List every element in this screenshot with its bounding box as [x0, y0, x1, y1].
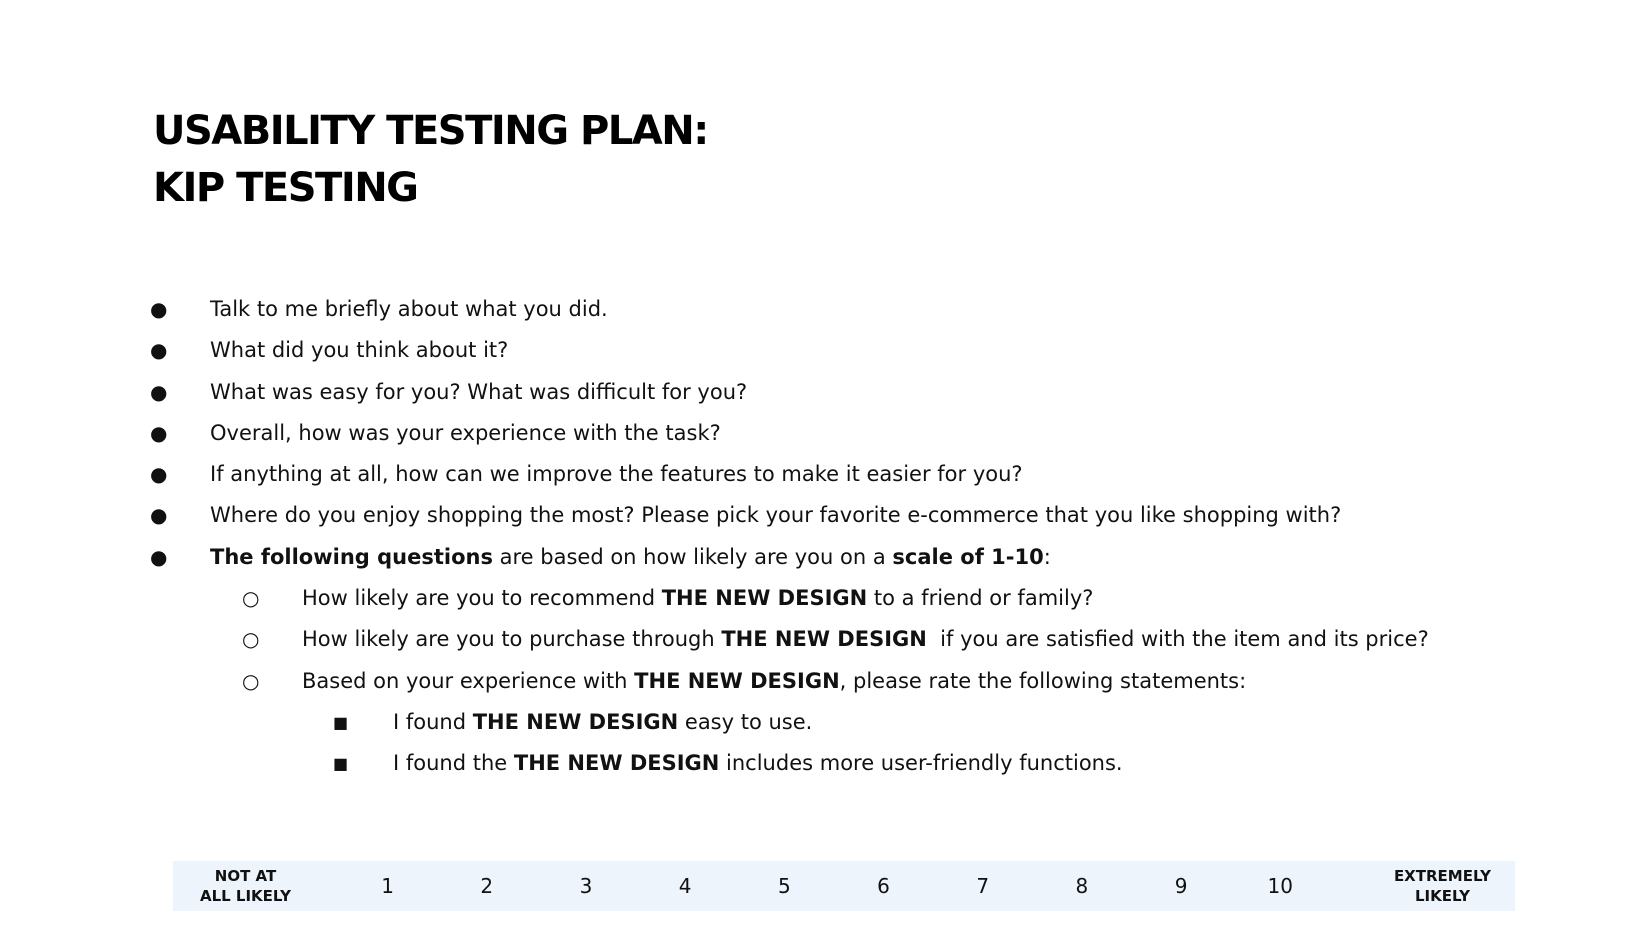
bullet-disc-icon: ● — [150, 462, 168, 487]
list-item-text: I found the THE NEW DESIGN includes more user-friendly functions. — [393, 751, 1123, 776]
list-item-text: Based on your experience with THE NEW DESIGN, please rate the following statements: — [302, 668, 1247, 693]
bullet-disc-icon: ● — [150, 420, 168, 445]
list-item — [0, 537, 1650, 578]
list-item — [0, 289, 1650, 330]
list-item-text: Overall, how was your experience with the task? — [210, 420, 721, 445]
scale-values — [318, 874, 1370, 898]
title-line-2: KIP TESTING — [153, 165, 418, 211]
scale-value: 8 — [1075, 874, 1089, 898]
list-item — [0, 330, 1650, 371]
list-item-text: The following questions are based on how likely are you on a scale of 1-10: — [210, 544, 1051, 569]
list-item-text: How likely are you to recommend THE NEW DESIGN to a friend or family? — [302, 586, 1094, 611]
title-line-1: USABILITY TESTING PLAN: — [153, 108, 708, 154]
list-item — [0, 619, 1650, 660]
scale-low-label: NOT AT ALL LIKELY — [199, 867, 292, 905]
list-item — [0, 495, 1650, 536]
scale-value: 7 — [976, 874, 990, 898]
scale-value: 5 — [777, 874, 791, 898]
scale-value: 3 — [579, 874, 593, 898]
bullet-square-icon: ■ — [333, 712, 349, 732]
bullet-disc-icon: ● — [150, 338, 168, 363]
bullet-circle-icon: ○ — [242, 668, 260, 693]
list-item — [0, 578, 1650, 619]
scale-value: 4 — [678, 874, 692, 898]
rating-scale — [173, 861, 1515, 911]
list-item-text: What was easy for you? What was difficult for you? — [210, 379, 748, 404]
bullet-circle-icon: ○ — [242, 586, 260, 611]
list-item-text: I found THE NEW DESIGN easy to use. — [393, 709, 813, 734]
list-item — [0, 743, 1650, 784]
list-item — [0, 661, 1650, 702]
scale-high-label: EXTREMELY LIKELY — [1393, 867, 1492, 905]
list-item-text: How likely are you to purchase through THE NEW DESIGN if you are satisfied with the item and its price? — [302, 627, 1429, 652]
list-item-text: If anything at all, how can we improve the features to make it easier for you? — [210, 462, 1023, 487]
list-item-text: Talk to me briefly about what you did. — [210, 297, 608, 321]
scale-value: 6 — [877, 874, 890, 898]
question-list — [0, 289, 1650, 785]
list-item-text: What did you think about it? — [210, 338, 509, 363]
bullet-disc-icon: ● — [150, 297, 168, 321]
bullet-disc-icon: ● — [150, 503, 168, 528]
page-title — [153, 103, 708, 217]
scale-value: 1 — [381, 874, 394, 898]
bullet-square-icon: ■ — [333, 754, 349, 774]
list-item — [0, 454, 1650, 495]
scale-value: 10 — [1267, 874, 1293, 898]
list-item — [0, 372, 1650, 413]
list-item-text: Where do you enjoy shopping the most? Please pick your favorite e-commerce that you like shopping with? — [210, 503, 1342, 528]
list-item — [0, 413, 1650, 454]
scale-value: 9 — [1174, 874, 1188, 898]
bullet-disc-icon: ● — [150, 379, 168, 404]
bullet-disc-icon: ● — [150, 544, 168, 569]
scale-value: 2 — [480, 874, 494, 898]
list-item — [0, 702, 1650, 743]
bullet-circle-icon: ○ — [242, 627, 260, 652]
